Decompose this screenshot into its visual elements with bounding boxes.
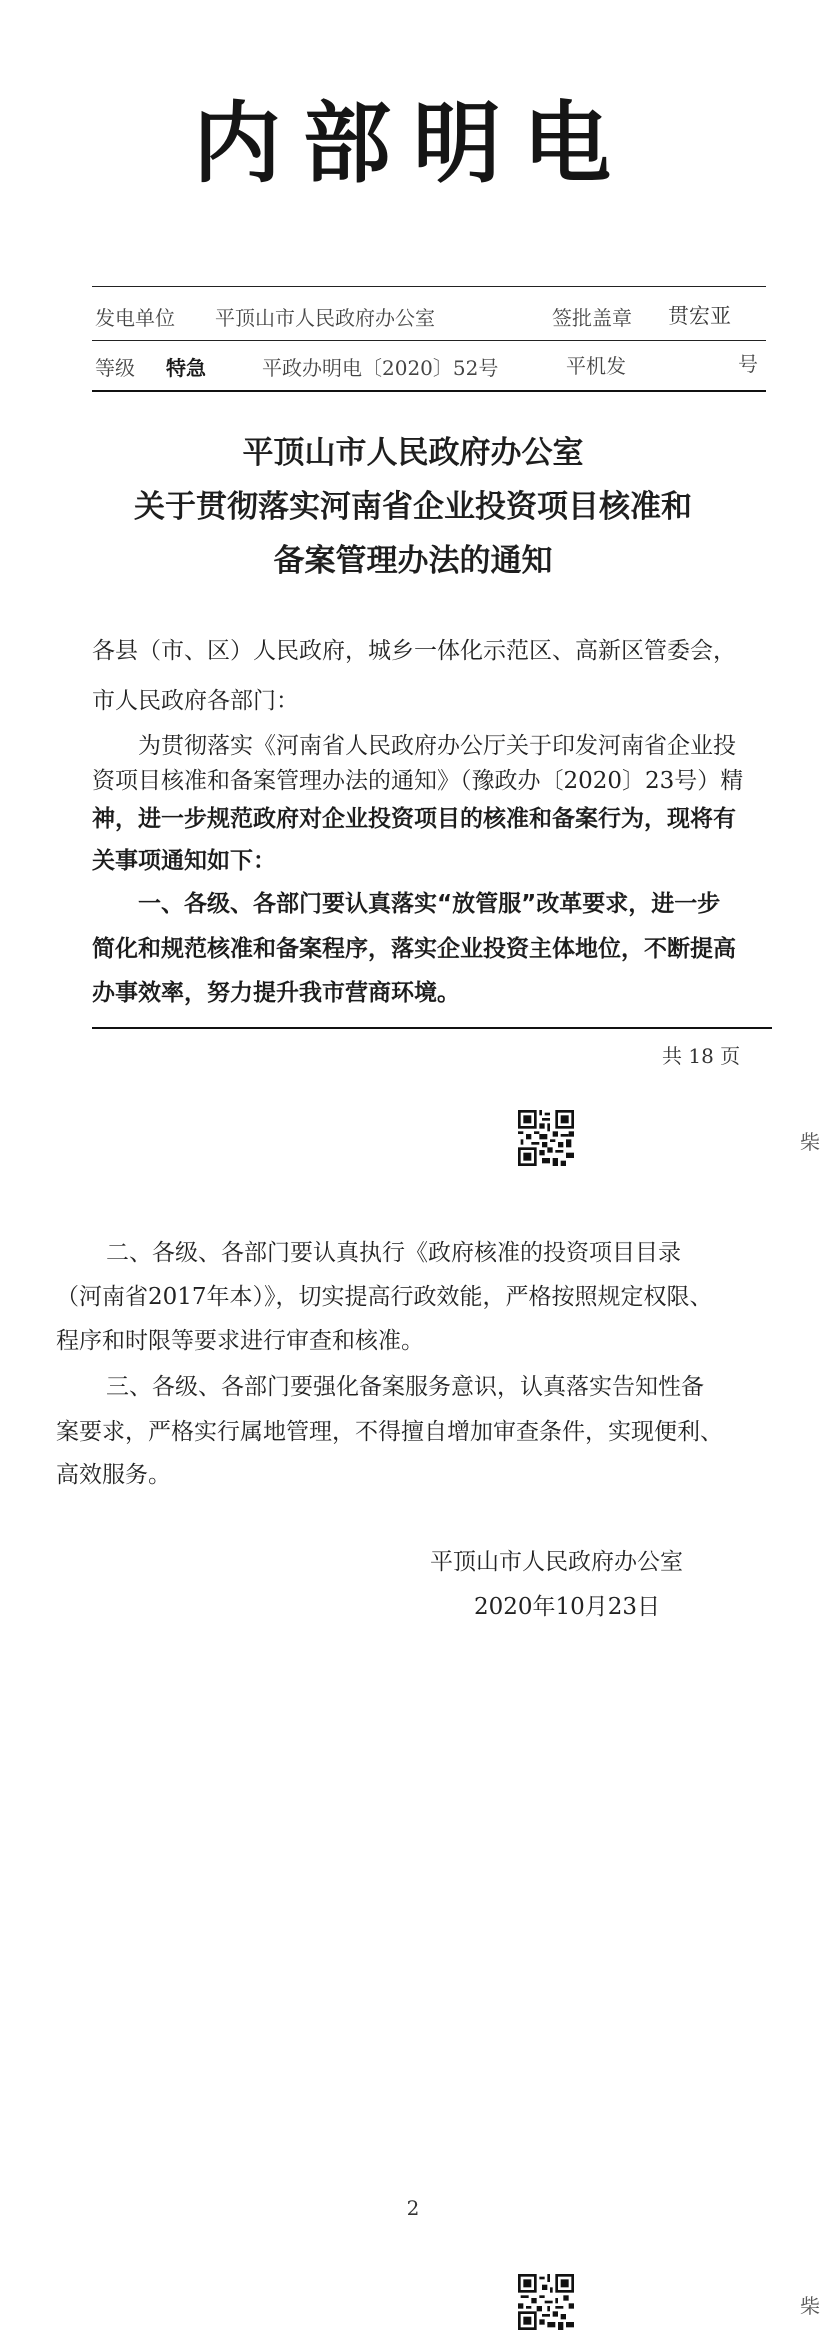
grade-value: 特急 (166, 356, 206, 380)
body-line: 资项目核准和备案管理办法的通知》（豫政办〔2020〕23号）精 (92, 768, 744, 794)
document-type-title: 内部明电 (192, 92, 633, 195)
qr-code-icon (518, 2274, 574, 2330)
sign-label: 签批盖章 (552, 306, 632, 330)
notice-title-line-1: 平顶山市人民政府办公室 (242, 435, 584, 471)
page1-footer-rule (92, 1027, 772, 1029)
header-rule-top (92, 286, 766, 287)
body-line: 程序和时限等要求进行审查和核准。 (56, 1328, 424, 1354)
body-line: 关事项通知如下： (92, 848, 276, 874)
edge-mark: 柴 (800, 1130, 820, 1154)
body-line: 三、各级、各部门要强化备案服务意识，认真落实告知性备 (106, 1374, 704, 1400)
body-line: 高效服务。 (56, 1462, 171, 1488)
body-line: 市人民政府各部门： (92, 688, 299, 714)
qr-code-icon (518, 1110, 574, 1166)
sender-label: 发电单位 (95, 306, 175, 330)
body-line: 一、各级、各部门要认真落实“放管服”改革要求，进一步 (138, 891, 721, 917)
body-line: 简化和规范核准和备案程序，落实企业投资主体地位，不断提高 (92, 936, 736, 962)
body-line: （河南省2017年本）》，切实提高行政效能，严格按照规定权限、 (56, 1284, 713, 1310)
page-number: 2 (406, 2196, 420, 2220)
number-suffix: 号 (738, 352, 758, 376)
body-line: 为贯彻落实《河南省人民政府办公厅关于印发河南省企业投 (138, 733, 736, 759)
header-rule-middle (92, 340, 766, 341)
body-line: 案要求，严格实行属地管理，不得擅自增加审查条件，实现便利、 (56, 1419, 723, 1445)
send-method: 平机发 (566, 354, 626, 378)
body-line: 二、各级、各部门要认真执行《政府核准的投资项目目录 (106, 1240, 681, 1266)
notice-title-line-3: 备案管理办法的通知 (273, 543, 553, 579)
grade-label: 等级 (95, 356, 135, 380)
body-line: 神，进一步规范政府对企业投资项目的核准和备案行为，现将有 (92, 806, 736, 832)
edge-mark: 柴 (800, 2294, 820, 2318)
sender-value: 平顶山市人民政府办公室 (215, 306, 435, 330)
page-count: 共 18 页 (662, 1044, 741, 1068)
body-line: 办事效率，努力提升我市营商环境。 (92, 980, 460, 1006)
notice-title-line-2: 关于贯彻落实河南省企业投资项目核准和 (134, 489, 692, 525)
signature-date: 2020年10月23日 (474, 1594, 661, 1620)
header-rule-bottom (92, 390, 766, 392)
doc-number: 平政办明电〔2020〕52号 (262, 356, 499, 380)
signer-value: 贯宏亚 (668, 304, 731, 328)
body-line: 各县（市、区）人民政府，城乡一体化示范区、高新区管委会， (92, 638, 736, 664)
signature-org: 平顶山市人民政府办公室 (430, 1549, 683, 1575)
